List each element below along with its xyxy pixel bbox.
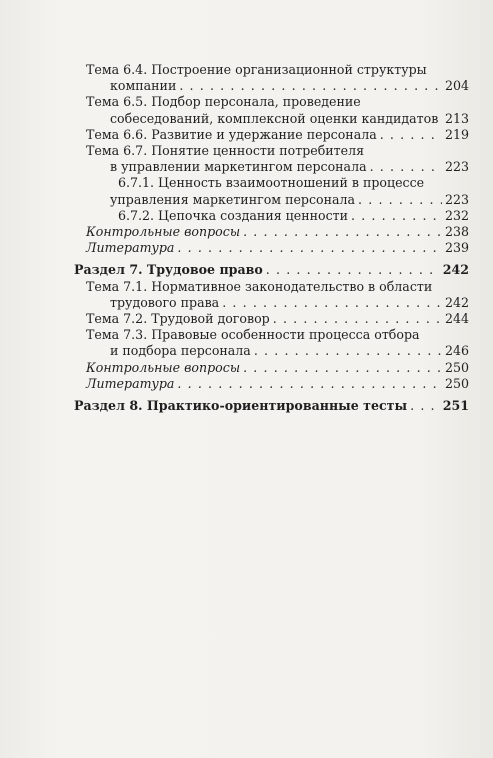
leader-dots (222, 295, 442, 311)
page-number: 223 (444, 159, 469, 175)
page-number: 219 (444, 126, 469, 142)
toc-entry-topic-7-3[interactable] (74, 327, 469, 359)
toc-entry-title: Литература (86, 240, 175, 256)
leader-dots (254, 343, 442, 359)
leader-dots (441, 111, 442, 127)
toc-entry-title: Тема 7.2. Трудовой договор (86, 311, 270, 327)
page-number: 232 (444, 207, 469, 223)
toc-entry-title-cont: компании (110, 78, 177, 94)
page-number: 223 (444, 191, 469, 207)
page-number: 213 (444, 110, 469, 126)
toc-entry-title-cont: в управлении маркетингом персонала (110, 159, 367, 175)
page-number: 238 (444, 224, 469, 240)
toc-entry-title: 6.7.2. Цепочка создания ценности (118, 207, 349, 223)
toc-entry-title-cont: управления маркетингом персонала (110, 191, 356, 207)
toc-entry-section-8[interactable] (74, 398, 469, 414)
toc-entry-title: 6.7.1. Ценность взаимоотношений в процессе (118, 175, 425, 191)
page-number: 250 (444, 359, 469, 375)
toc-entry-subtopic-6-7-2[interactable] (74, 208, 469, 224)
leader-dots (358, 192, 442, 208)
toc-entry-topic-7-2[interactable] (74, 311, 469, 327)
leader-dots (243, 224, 442, 240)
toc-entry-topic-6-5[interactable] (74, 94, 469, 126)
toc-entry-literature-6[interactable] (74, 240, 469, 256)
page-number: 244 (444, 311, 469, 327)
toc-entry-title: Контрольные вопросы (86, 359, 241, 375)
toc-entry-control-questions-7[interactable] (74, 360, 469, 376)
leader-dots (273, 311, 442, 327)
page-number: 242 (442, 262, 469, 278)
leader-dots (179, 78, 442, 94)
page-number: 246 (444, 343, 469, 359)
page-number: 251 (442, 398, 469, 414)
page-number: 250 (444, 375, 469, 391)
toc-entry-title: Литература (86, 375, 175, 391)
toc-entry-topic-7-1[interactable] (74, 279, 469, 311)
toc-entry-title-cont: собеседований, комплексной оценки кандидатов (110, 110, 439, 126)
toc-entry-title: Тема 7.3. Правовые особенности процесса отбора (86, 327, 420, 343)
toc-entry-title: Тема 6.5. Подбор персонала, проведение (86, 94, 361, 110)
toc-entry-title: Тема 7.1. Нормативное законодательство в области (86, 278, 433, 294)
toc-entry-topic-6-6[interactable] (74, 127, 469, 143)
toc-entry-title: Контрольные вопросы (86, 224, 241, 240)
leader-dots (410, 398, 440, 414)
page-number: 242 (444, 294, 469, 310)
toc-section-title: Раздел 8. Практико-ориентированные тесты (74, 398, 408, 414)
toc-entry-control-questions-6[interactable] (74, 224, 469, 240)
leader-dots (177, 240, 442, 256)
leader-dots (351, 208, 442, 224)
toc-entry-title: Тема 6.7. Понятие ценности потребителя (86, 143, 365, 159)
toc-entry-title: Тема 6.4. Построение организационной структуры (86, 62, 427, 77)
toc-entry-subtopic-6-7-1[interactable] (74, 175, 469, 207)
toc-entry-title-cont: трудового права (110, 294, 220, 310)
toc-entry-title: Тема 6.6. Развитие и удержание персонала (86, 126, 377, 142)
leader-dots (177, 376, 442, 392)
toc-entry-section-7[interactable] (74, 262, 469, 278)
leader-dots (380, 127, 442, 143)
page-number: 204 (444, 78, 469, 94)
toc-entry-title-cont: и подбора персонала (110, 343, 251, 359)
toc-entry-topic-6-7[interactable] (74, 143, 469, 175)
page-number: 239 (444, 240, 469, 256)
toc-entry-topic-6-4[interactable] (74, 62, 469, 94)
leader-dots (266, 262, 440, 278)
toc-entry-literature-7[interactable] (74, 376, 469, 392)
table-of-contents (74, 62, 469, 414)
leader-dots (370, 159, 442, 175)
leader-dots (243, 360, 442, 376)
toc-section-title: Раздел 7. Трудовое право (74, 262, 263, 278)
